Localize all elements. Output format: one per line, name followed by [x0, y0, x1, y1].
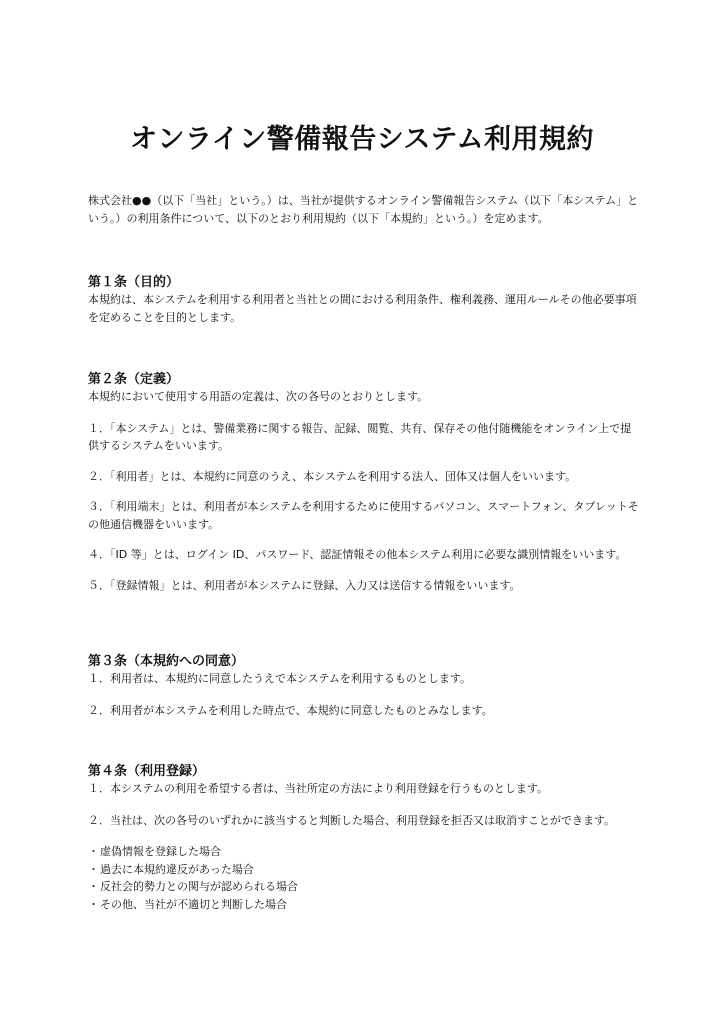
list-item: １．本システムの利用を希望する者は、当社所定の方法により利用登録を行うものとします。 — [88, 782, 549, 795]
article-heading: 第２条（定義） — [88, 372, 180, 387]
bullet-mark: ・ — [88, 880, 99, 893]
article-2 — [88, 371, 640, 594]
bullet-item — [88, 896, 640, 914]
list-item: ２．当社は、次の各号のいずれかに該当すると判断した場合、利用登録を拒否又は取消すことができます。 — [88, 813, 616, 827]
bullet-list — [88, 843, 640, 913]
bullet-item — [88, 843, 640, 861]
list-item: ２．「利用者」とは、本規約に同意のうえ、本システムを利用する法人、団体又は個人をいいます。 — [88, 469, 577, 483]
article-heading: 第３条（本規約への同意） — [88, 654, 245, 669]
article-lead: 本規約において使用する用語の定義は、次の各号のとおりとします。 — [88, 390, 429, 403]
list-item: ４．「ID 等」とは、ログイン ID、パスワード、認証情報その他本システム利用に必要な識別情報をいいます。 — [88, 548, 627, 561]
bullet-text: 過去に本規約違反があった場合 — [100, 862, 254, 876]
bullet-mark: ・ — [88, 862, 99, 876]
bullet-mark: ・ — [88, 897, 99, 911]
article-3 — [88, 653, 640, 719]
document-title: オンライン警備報告システム利用規約 — [130, 124, 594, 156]
bullet-text: 虚偽情報を登録した場合 — [100, 845, 221, 858]
list-item: ２．利用者が本システムを利用した時点で、本規約に同意したものとみなします。 — [88, 703, 493, 717]
list-item: ３．「利用端末」とは、利用者が本システムを利用するために使用するパソコン、スマートフォン、タブレットその他通信機器をいいます。 — [88, 500, 639, 531]
list-item: １．利用者は、本規約に同意したうえで本システムを利用するものとします。 — [88, 672, 472, 685]
bullet-text: 反社会的勢力との関与が認められる場合 — [100, 880, 298, 893]
bullet-item — [88, 878, 640, 896]
article-4 — [88, 763, 640, 913]
article-1 — [88, 274, 640, 326]
article-paragraph: 本規約は、本システムを利用する利用者と当社との間における利用条件、権利義務、運用ルールその他必要事項を定めることを目的とします。 — [88, 293, 637, 324]
intro-paragraph: 株式会社●●（以下「当社」という。）は、当社が提供するオンライン警備報告システム（以下「本システム」という。）の利用条件について、以下のとおり利用規約（以下「本規約」という。）を定めます。 — [88, 194, 639, 225]
bullet-text: その他、当社が不適切と判断した場合 — [100, 897, 287, 911]
list-item: １．「本システム」とは、警備業務に関する報告、記録、閲覧、共有、保存その他付随機能をオンライン上で提供するシステムをいいます。 — [88, 421, 632, 452]
list-item: ５．「登録情報」とは、利用者が本システムに登録、入力又は送信する情報をいいます。 — [88, 578, 521, 592]
bullet-item — [88, 861, 640, 879]
bullet-mark: ・ — [88, 845, 99, 858]
article-heading: 第４条（利用登録） — [88, 764, 206, 779]
article-heading: 第１条（目的） — [88, 275, 180, 290]
